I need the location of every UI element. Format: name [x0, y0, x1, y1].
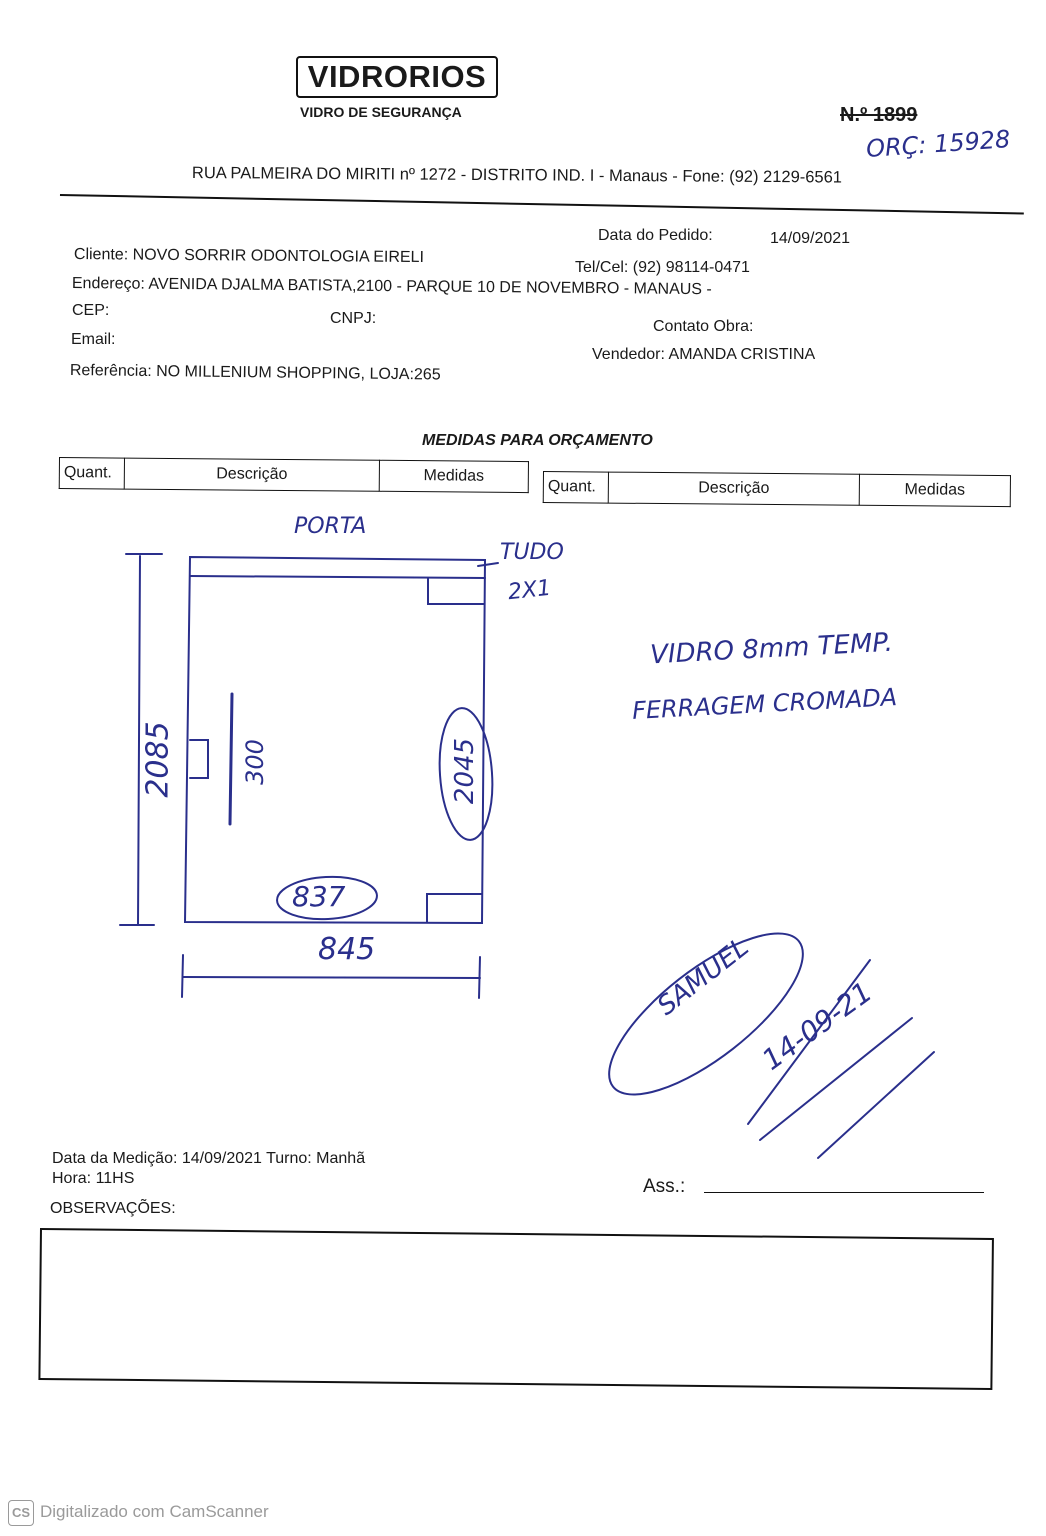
data-pedido-value: 14/09/2021: [770, 230, 851, 247]
data-pedido-label: Data do Pedido:: [598, 227, 713, 244]
tel-field: Tel/Cel: (92) 98114-0471: [575, 259, 750, 276]
dimension-height-inner: 2045: [450, 737, 481, 805]
label-2x1: 2X1: [506, 575, 553, 606]
cliente-field: Cliente: NOVO SORRIR ODONTOLOGIA EIRELI: [73, 246, 425, 267]
header-medidas-2: Medidas: [859, 474, 1010, 506]
dimension-height-outer: 2085: [140, 721, 176, 798]
label-porta: PORTA: [294, 514, 367, 539]
camscanner-logo: CS: [8, 1500, 34, 1526]
dimension-width-inner: 837: [292, 880, 346, 913]
header-quant: Quant.: [59, 458, 124, 490]
observacoes-box: [38, 1228, 994, 1390]
endereco-field: Endereço: AVENIDA DJALMA BATISTA,2100 - PARQUE 10 DE NOVEMBRO - MANAUS -: [71, 275, 712, 299]
dimension-width-outer: 845: [318, 932, 376, 967]
cnpj-field: CNPJ:: [330, 310, 377, 327]
header-descricao: Descrição: [124, 458, 379, 491]
note-vidro: VIDRO 8mm TEMP.: [649, 627, 894, 671]
vendedor-field: Vendedor: AMANDA CRISTINA: [592, 346, 816, 363]
cep-field: CEP:: [72, 302, 110, 319]
camscanner-footer: Digitalizado com CamScanner: [40, 1502, 269, 1521]
company-tagline: VIDRO DE SEGURANÇA: [300, 104, 462, 120]
dimension-handle: 300: [240, 739, 269, 785]
medicao-line: Data da Medição: 14/09/2021 Turno: Manhã: [52, 1150, 366, 1167]
orcamento-number: ORÇ: 15928: [865, 124, 1012, 164]
signature-date: 14-09-21: [756, 975, 879, 1077]
referencia-field: Referência: NO MILLENIUM SHOPPING, LOJA:265: [69, 362, 441, 384]
medidas-title: MEDIDAS PARA ORÇAMENTO: [422, 432, 653, 449]
company-logo: VIDRORIOS: [296, 56, 498, 98]
contato-obra-field: Contato Obra:: [653, 318, 754, 335]
header-quant-2: Quant.: [543, 472, 608, 504]
signature-line: [704, 1192, 984, 1193]
label-tudo: TUDO: [500, 540, 564, 565]
company-address: RUA PALMEIRA DO MIRITI nº 1272 - DISTRITO IND. I - Manaus - Fone: (92) 2129-6561: [191, 164, 843, 187]
note-ferragem: FERRAGEM CROMADA: [631, 683, 898, 725]
document-number: N.º 1899: [840, 104, 918, 126]
header-medidas: Medidas: [379, 460, 528, 492]
email-field: Email:: [71, 331, 116, 348]
header-descricao-2: Descrição: [608, 472, 859, 505]
observacoes-label: OBSERVAÇÕES:: [50, 1200, 176, 1217]
medicao-hora: Hora: 11HS: [52, 1170, 135, 1187]
ass-label: Ass.:: [643, 1176, 686, 1197]
signature-name: SAMUEL: [652, 932, 755, 1022]
